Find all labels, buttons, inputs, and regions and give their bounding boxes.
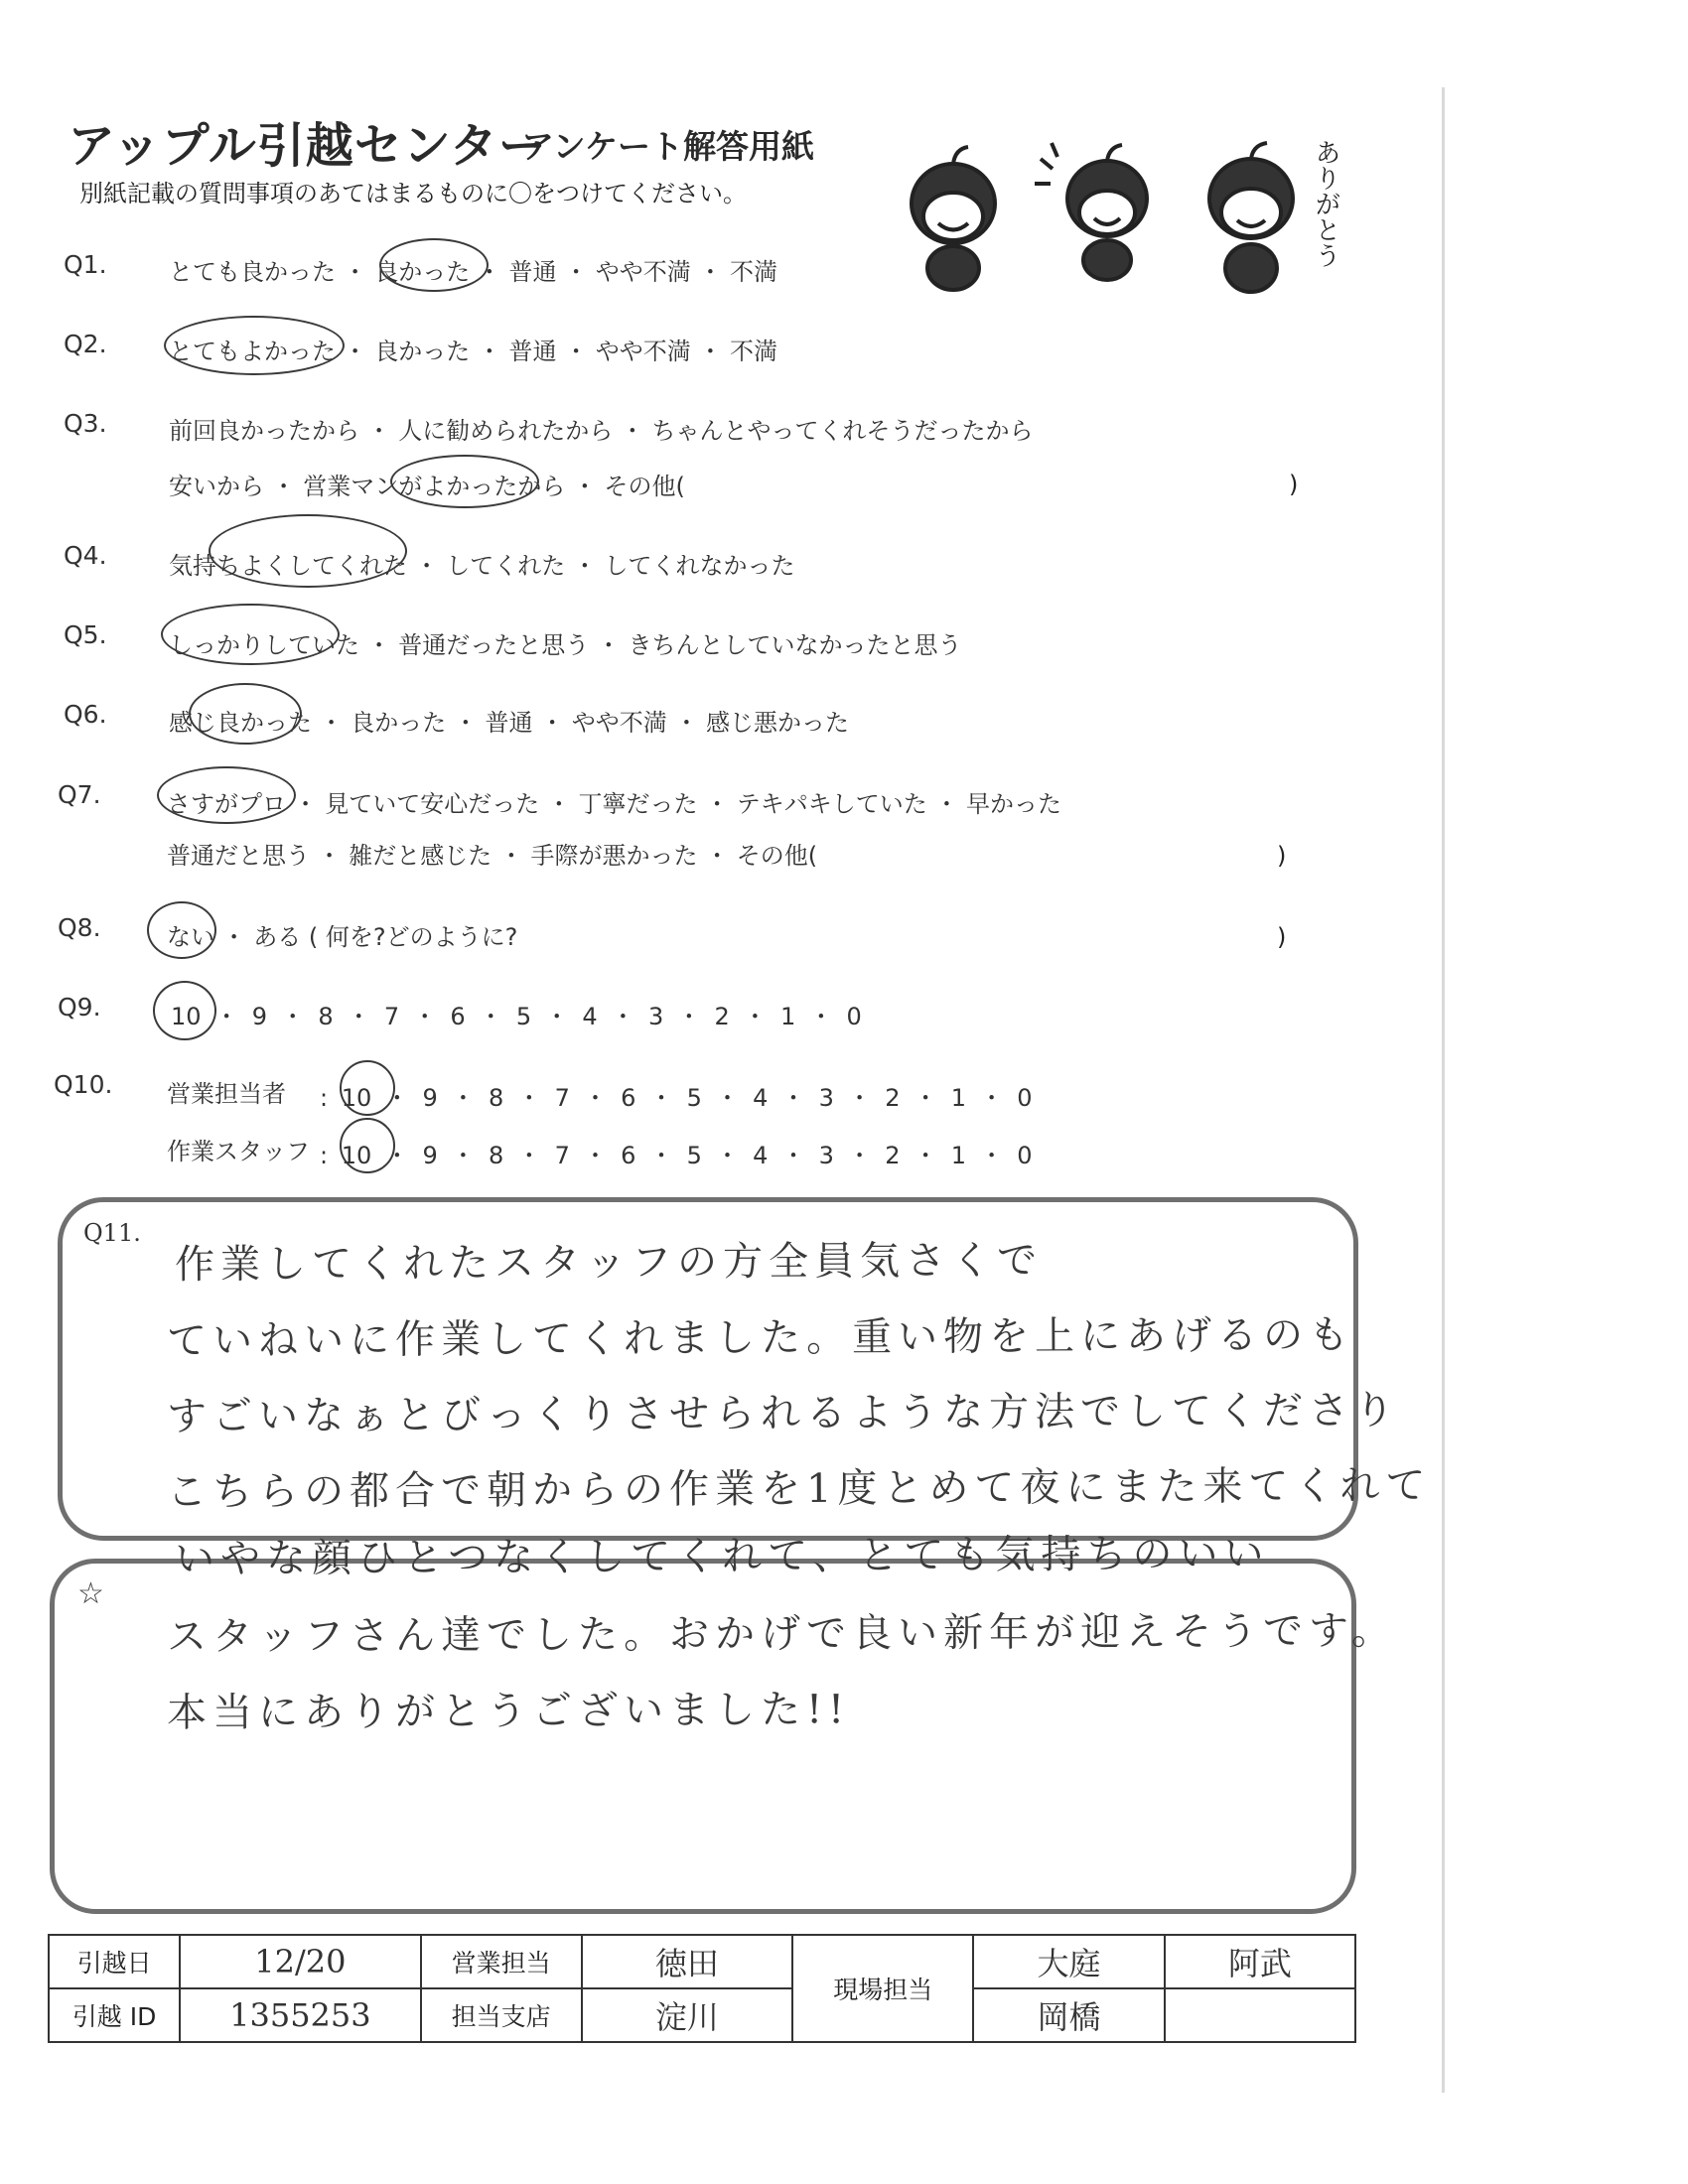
q2-options[interactable]: とてもよかった ・ 良かった ・ 普通 ・ やや不満 ・ 不満 bbox=[169, 338, 778, 365]
q7-number: Q7. bbox=[58, 780, 101, 809]
q1-options[interactable]: とても良かった ・ 良かった ・ 普通 ・ やや不満 ・ 不満 bbox=[169, 258, 778, 286]
comment-line: 本当にありがとうございました!! bbox=[166, 1687, 851, 1736]
q4-options[interactable]: 気持ちよくしてくれた ・ してくれた ・ してくれなかった bbox=[169, 552, 795, 580]
table-row bbox=[49, 1935, 1355, 1988]
comment-line: スタッフさん達でした。おかげで良い新年が迎えそうです。 bbox=[166, 1607, 1397, 1661]
move-id-label: 引越 ID bbox=[49, 1988, 180, 2042]
sales-rep-value[interactable]: 徳田 bbox=[582, 1935, 792, 1988]
q7-options-line2[interactable]: 普通だと思う ・ 雑だと感じた ・ 手際が悪かった ・ その他( bbox=[167, 842, 818, 870]
comment-line: こちらの都合で朝からの作業を1度とめて夜にまた来てくれて bbox=[166, 1462, 1432, 1516]
mascot-illustration bbox=[884, 129, 1350, 298]
comment-line: 作業してくれたスタッフの方全員気さくで bbox=[174, 1237, 1044, 1289]
comment-line: すごいなぁとびっくりさせられるような方法でしてくださり bbox=[166, 1387, 1401, 1440]
q5-number: Q5. bbox=[64, 620, 107, 649]
q10-sales-scale[interactable]: : 10 ・ 9 ・ 8 ・ 7 ・ 6 ・ 5 ・ 4 ・ 3 ・ 2 ・ 1 ・ 0 bbox=[320, 1084, 1033, 1112]
q6-number: Q6. bbox=[64, 700, 107, 729]
q3-number: Q3. bbox=[64, 409, 107, 438]
table-row bbox=[49, 1988, 1355, 2042]
q9-number: Q9. bbox=[58, 993, 101, 1022]
q3-options-line1[interactable]: 前回良かったから ・ 人に勧められたから ・ ちゃんとやってくれそうだったから bbox=[169, 417, 1034, 445]
move-date-label: 引越日 bbox=[49, 1935, 180, 1988]
q7-close-paren: ) bbox=[1277, 842, 1287, 870]
comment-line: いやな顔ひとつなくしてくれて、とても気持ちのいい bbox=[174, 1531, 1270, 1582]
mascot-caption: ありがとう bbox=[1311, 139, 1340, 268]
comment-line: ていねいに作業してくれました。重い物を上にあげるのも bbox=[166, 1311, 1355, 1365]
q9-scale[interactable]: 10 ・ 9 ・ 8 ・ 7 ・ 6 ・ 5 ・ 4 ・ 3 ・ 2 ・ 1 ・ 0 bbox=[171, 1003, 862, 1030]
move-id-value[interactable]: 1355253 bbox=[180, 1988, 420, 2042]
q3-options-line2[interactable]: 安いから ・ 営業マンがよかったから ・ その他( bbox=[169, 473, 685, 500]
site-rep-value[interactable]: 大庭 bbox=[973, 1935, 1164, 1988]
q7-options-line1[interactable]: さすがプロ ・ 見ていて安心だった ・ 丁寧だった ・ テキパキしていた ・ 早かった bbox=[167, 790, 1062, 818]
site-rep-value[interactable]: 阿武 bbox=[1165, 1935, 1355, 1988]
q2-number: Q2. bbox=[64, 330, 107, 358]
q10-number: Q10. bbox=[54, 1070, 113, 1099]
q10-staff-label: 作業スタッフ bbox=[167, 1138, 310, 1165]
site-rep-label: 現場担当 bbox=[792, 1935, 973, 2042]
move-date-value[interactable]: 12/20 bbox=[180, 1935, 420, 1988]
q8-number: Q8. bbox=[58, 913, 101, 942]
form-subtitle: アンケート解答用紙 bbox=[521, 127, 815, 166]
q11-label: Q11. bbox=[83, 1219, 141, 1247]
branch-label: 担当支店 bbox=[421, 1988, 582, 2042]
q8-options[interactable]: ない ・ ある ( 何を?どのように? bbox=[167, 923, 518, 951]
q10-staff-scale[interactable]: : 10 ・ 9 ・ 8 ・ 7 ・ 6 ・ 5 ・ 4 ・ 3 ・ 2 ・ 1 ・ 0 bbox=[320, 1142, 1033, 1169]
sales-rep-label: 営業担当 bbox=[421, 1935, 582, 1988]
q6-options[interactable]: 感じ良かった ・ 良かった ・ 普通 ・ やや不満 ・ 感じ悪かった bbox=[169, 709, 850, 737]
monkey-icon bbox=[1035, 143, 1147, 280]
star-label: ☆ bbox=[77, 1576, 104, 1611]
q1-number: Q1. bbox=[64, 250, 107, 279]
site-rep-value[interactable] bbox=[1165, 1988, 1355, 2042]
instruction-text: 別紙記載の質問事項のあてはまるものに〇をつけてください。 bbox=[79, 180, 747, 207]
q8-close-paren: ) bbox=[1277, 923, 1287, 951]
page-edge-shadow bbox=[1442, 87, 1445, 2093]
q3-close-paren: ) bbox=[1289, 471, 1299, 498]
company-title: アップル引越センター bbox=[68, 118, 547, 174]
monkey-icon bbox=[912, 147, 995, 290]
q4-number: Q4. bbox=[64, 541, 107, 570]
move-info-table bbox=[48, 1934, 1356, 2043]
monkey-icon bbox=[1209, 143, 1293, 292]
site-rep-value[interactable]: 岡橋 bbox=[973, 1988, 1164, 2042]
q10-sales-label: 営業担当者 bbox=[167, 1080, 286, 1108]
branch-value[interactable]: 淀川 bbox=[582, 1988, 792, 2042]
q5-options[interactable]: しっかりしていた ・ 普通だったと思う ・ きちんとしていなかったと思う bbox=[169, 631, 962, 659]
